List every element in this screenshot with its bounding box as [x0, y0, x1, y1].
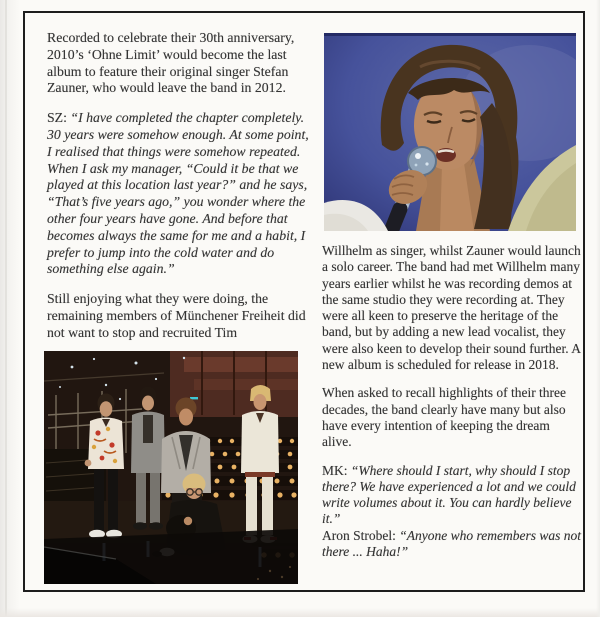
- scan-edge-left: [0, 0, 22, 617]
- strobel-quote-text: “Anyone who remembers was not there ... Haha!”: [322, 527, 581, 560]
- mk-speaker-label: MK:: [322, 462, 351, 478]
- sz-quote-text: “I have completed the chapter completely. 30 years were somehow enough. At some point, I realised that things were somehow repeated. When I ask my manager, “Could it be that we played at this location last year?” and he says, “That’s five years ago,” you wonder where the other four years have gone. And before that becomes always the same for me and a habit, I prefer to jump into the cold water and do something else again.”: [47, 110, 309, 277]
- mk-quote-paragraph: [322, 463, 582, 528]
- intro-paragraph: Recorded to celebrate their 30th anniversary, 2010’s ‘Ohne Limit’ would become the last album to feature their original singer Stefan Zauner, who would leave the band in 2012.: [47, 30, 295, 96]
- sz-speaker-label: SZ:: [47, 110, 71, 126]
- band-photo: [44, 351, 298, 584]
- right-column: [322, 33, 582, 560]
- scan-edge-right: [596, 0, 600, 617]
- scan-seam-line: [5, 0, 7, 617]
- left-column: [47, 30, 315, 584]
- recruit-paragraph: Still enjoying what they were doing, the remaining members of Münchener Freiheit did not want to stop and recruited Tim: [47, 291, 306, 340]
- willhelm-paragraph: Willhelm as singer, whilst Zauner would launch a solo career. The band had met Willhelm many years earlier whilst he was recording demos at the same studio they were recording at. They were all keen to preserve the heritage of the band, but by adding a new lead vocalist, they were also keen to develop their sound further. A new album is scheduled for release in 2018.: [322, 243, 581, 373]
- highlights-paragraph: When asked to recall highlights of their three decades, the band clearly have many but also have every intention of keeping the dream alive.: [322, 385, 567, 450]
- singer-photo: [324, 33, 576, 231]
- mk-quote-text: “Where should I start, why should I stop there? We have experienced a lot and we could write volumes about it. You can hardly believe it.”: [322, 462, 576, 527]
- strobel-quote-paragraph: [322, 528, 582, 561]
- sz-quote-paragraph: [47, 110, 315, 278]
- scan-edge-bottom: [0, 608, 600, 617]
- strobel-speaker-label: Aron Strobel:: [322, 527, 400, 543]
